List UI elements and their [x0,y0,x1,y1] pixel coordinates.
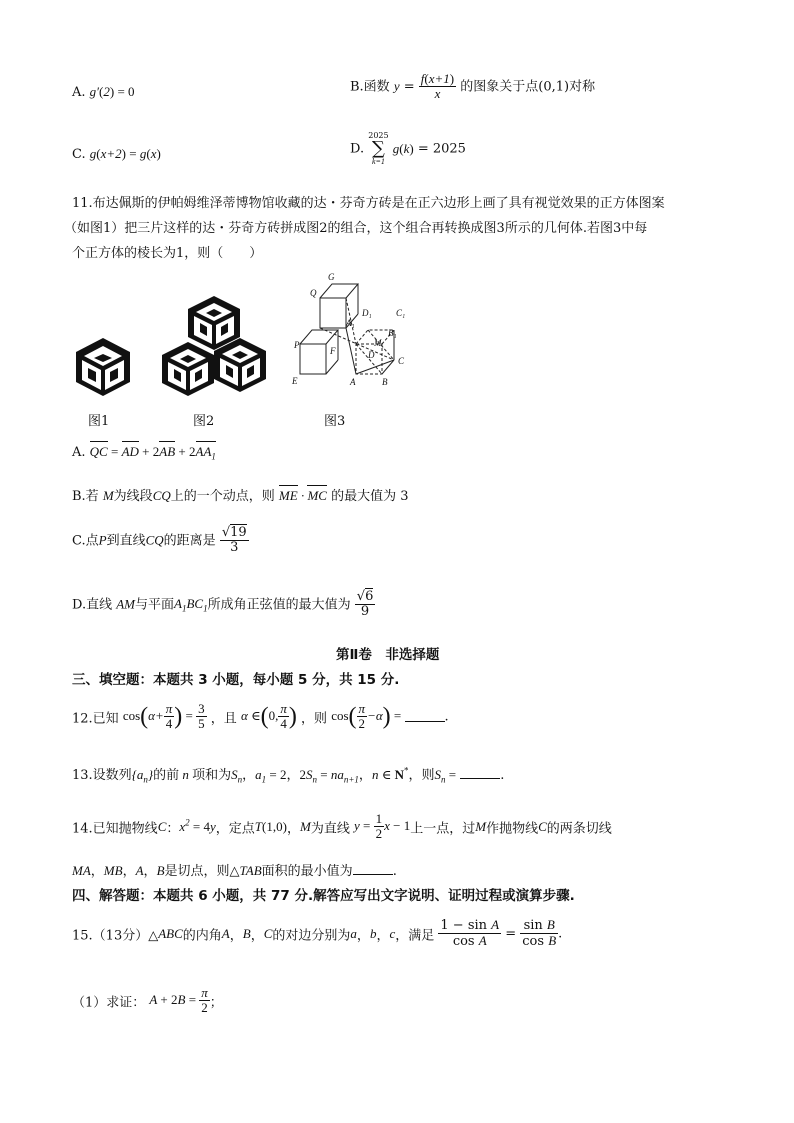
sum-upper: 2025 [368,131,389,140]
figure-3-cube-solid [284,264,444,396]
radicand: 6 [365,589,374,604]
math-expr: g′(2) = 0 [89,84,135,99]
q13: 13.设数列$\{a_n\}$的前 n 项和为$S_n$，$a_1 = 2$，$2S_n = na_{n+1}$，n ∈ N*，则$S_n$ = . [72,765,505,785]
q11-option-d: D.直线 AM与平面$A_1BC_1$所成角正弦值的最大值为 $\frac{√6}{9}$ [72,589,374,620]
svg-text:M: M [374,338,382,348]
text: 12.已知 [72,711,119,727]
svg-text:F: F [330,346,336,356]
denominator: 3 [230,540,239,556]
option-label: A. [72,85,86,100]
svg-text:D: D [368,350,375,360]
svg-text:D₁: D₁ [362,308,372,318]
q11-option-a [72,444,216,462]
svg-text:B: B [382,377,388,387]
text: ，则 [301,711,328,727]
q10-option-d [350,132,466,166]
radicand: 19 [230,525,247,540]
q11-option-c: C.点P到直线CQ的距离是 $\frac{√19}{3}$ [72,525,247,556]
section-4-heading: 四、解答题：本题共 6 小题，共 77 分.解答应写出文字说明、证明过程或演算步骤. [72,888,575,904]
text: . [392,864,397,879]
fraction: $\frac{f(x+1)}{x}$ [420,71,455,102]
math-expr: cos(α+ $\frac{\pi}{4}$ ) = $\frac{3}{5}$ [122,701,205,732]
fraction: $\frac{\text{sin B}}{\text{cos B}}$ [522,917,557,950]
text: . [500,768,505,783]
svg-text:A₁: A₁ [346,318,355,328]
text: 的内角 [182,928,222,944]
text: 上的一个动点，则 [170,489,275,504]
text: 上一点，过 [410,821,476,837]
svg-text:G: G [328,272,335,282]
q11-line1: 11.布达佩斯的伊帕姆维泽蒂博物馆收藏的达・芬奇方砖是在正六边形上画了具有视觉效果的正方体图案 [72,196,665,211]
option-label: B.函数 [350,79,390,95]
svg-text:A: A [350,377,356,387]
fraction: $\frac{√6}{9}$ [356,589,374,620]
q15-part1: （1）求证： A + 2B = $\frac{\pi}{2}$ ； [72,985,223,1016]
math-expr: cos( $\frac{\pi}{2}$ −α) = [331,701,405,732]
text: 对称 [569,79,596,95]
text: 的距离是 [163,533,216,549]
text: 15.（13分）△ [72,928,159,944]
text: ； [209,995,223,1011]
q11-line3: 个正方体的棱长为1，则（ ） [72,246,263,261]
math-expr: α ∈(0, $\frac{\pi}{4}$ ) [240,701,297,732]
svg-text:Q: Q [310,288,317,298]
q11-line2: （如图1）把三片这样的达・芬奇方砖拼成图2的组合，这个组合再转换成图3所示的几何体.若图3中每 [64,221,648,236]
svg-text:P: P [294,340,300,350]
sum-lower: k=1 [371,157,385,166]
text: ， [358,768,372,783]
math-expr: g(k) [392,141,414,156]
text: 与平面 [135,597,175,613]
text: 13.设数列 [72,768,132,783]
figure-1-caption: 图1 [88,414,110,429]
q10-option-b: B.函数 y = $\frac{f(x+1)}{x}$ 的图象关于点(0,1)对称 [350,71,596,102]
sum-symbol: 2025 ∑ k=1 [368,131,389,166]
text: . [558,926,563,942]
text: ，且 [210,711,237,727]
answer-blank[interactable] [405,711,445,722]
text: ， [242,768,256,783]
q10-option-c [72,146,161,162]
text: 的图象关于点 [460,79,539,95]
math-point: (0,1) [538,79,570,95]
part2-title: 第Ⅱ卷 非选择题 [336,647,440,663]
text: 14.已知抛物线 [72,821,158,837]
denominator: 9 [360,604,370,620]
option-label: D.直线 [72,597,113,613]
q12 [72,702,449,732]
option-label: C. [72,147,86,162]
text: 是切点，则△ [164,864,240,879]
fraction: $\frac{\text{1 − sin A}}{\text{cos A}}$ [440,917,500,950]
text: 所成角正弦值的最大值为 [207,597,351,613]
figure-2-caption: 图2 [193,414,215,429]
text: （1）求证： [72,995,146,1011]
q10-option-a [72,84,135,100]
text: 为线段 [113,489,153,504]
text: . [444,709,449,725]
text: 面积的最小值为 [261,864,353,879]
answer-blank[interactable] [460,768,500,779]
fraction: $\frac{√19}{3}$ [221,525,247,556]
answer-blank[interactable] [353,864,393,875]
q15: 15.（13分）△ABC的内角A，B，C的对边分别为a，b，c，满足 $\frac{\text{1 − sin A}}{\text{cos A}}$ = $\frac{\text{sin B}}{\text{cos B}}$ . [72,917,563,950]
option-label: C.点 [72,533,99,549]
text: 的前 [153,768,180,783]
figure-2-three-tiles [160,294,268,406]
q14-line2: MA，MB，A，B是切点，则△TAB面积的最小值为 . [72,863,397,879]
text: 项和为 [192,768,232,783]
text: ， [286,768,300,783]
svg-text:B₁: B₁ [388,328,397,338]
text: 的最大值为 3 [331,489,409,504]
text: 到直线 [106,533,146,549]
svg-text:E: E [292,376,298,386]
text: ，定点 [215,821,255,837]
text: ，则 [408,768,435,783]
text: 作抛物线 [486,821,539,837]
svg-text:C: C [398,356,405,366]
option-label: B.若 [72,489,99,504]
vector-equation: QC = AD + $2AB + 2AA_1$ [89,444,216,462]
figure-1-cube-tile [72,336,134,398]
q14-line1: 14.已知抛物线C：$x^2 = 4y$，定点T(1,0)，M为直线 y = $\frac{1}{2}$ x − 1上一点，过M作抛物线C的两条切线 [72,811,612,842]
text: 的两条切线 [546,821,612,837]
math-rhs: = 2025 [417,141,466,157]
text: ，满足 [395,928,435,944]
section-3-heading: 三、填空题：本题共 3 小题，每小题 5 分，共 15 分. [72,672,400,688]
figure-3-caption: 图3 [324,414,346,429]
text: 为直线 [310,821,350,837]
math-expr: y [393,78,400,94]
option-label: A. [72,445,86,460]
text: ， [286,821,300,837]
option-label: D. [350,141,365,157]
svg-text:C₁: C₁ [396,308,406,318]
math-expr: g(x+2) = g(x) [89,146,161,161]
text: 的对边分别为 [272,928,351,944]
q11-option-b: B.若 M为线段CQ上的一个动点，则 ME · MC 的最大值为 3 [72,488,409,504]
